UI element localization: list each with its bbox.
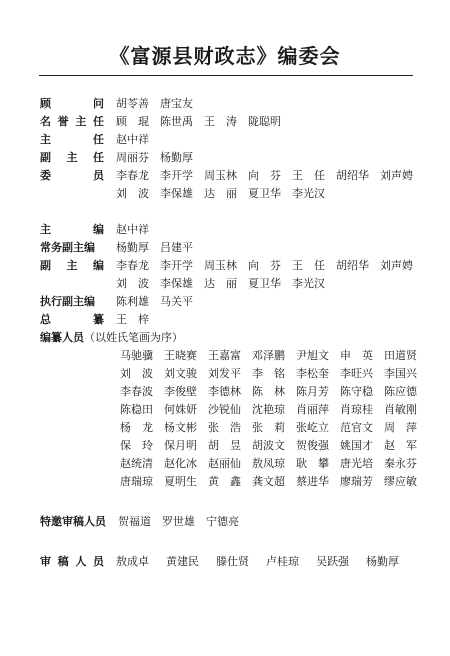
special-reviewers-names	[118, 513, 250, 531]
role-label-char: 编	[93, 223, 104, 236]
person-name: 赵中祥	[116, 223, 149, 236]
person-name: 张 浩	[208, 421, 241, 434]
title-divider	[39, 75, 413, 76]
role-names	[116, 185, 336, 203]
committee-section	[40, 95, 440, 203]
role-label	[40, 311, 104, 329]
role-names	[116, 257, 424, 275]
compilers-row	[40, 437, 440, 455]
person-name: 黄建民	[166, 555, 199, 568]
role-names	[116, 239, 204, 257]
role-label-char: 纂	[93, 313, 104, 326]
person-name: 周丽芬	[116, 151, 149, 164]
person-name: 贺俊强	[296, 439, 329, 452]
reviewers-row	[40, 553, 440, 571]
role-label	[40, 149, 104, 167]
person-name: 沈艳琼	[252, 403, 285, 416]
role-names	[116, 275, 336, 293]
reviewers-label	[40, 553, 104, 571]
person-name: 杨 龙	[120, 421, 153, 434]
person-name: 王 梓	[116, 313, 149, 326]
role-label-char: 审	[40, 555, 51, 568]
section-gap	[40, 203, 440, 221]
person-name: 胡绍华	[336, 259, 369, 272]
person-name: 胡 昱	[208, 439, 241, 452]
person-name: 周 萍	[384, 421, 417, 434]
special-reviewers-label: 特邀审稿人员	[40, 515, 106, 528]
person-name: 秦永芬	[384, 457, 417, 470]
section-gap	[40, 531, 440, 553]
person-name: 胡波文	[252, 439, 285, 452]
role-label-char: 主	[66, 259, 78, 272]
role-label-char: 主	[40, 223, 51, 236]
compilers-names	[120, 383, 428, 401]
compilers-label: 编纂人员	[40, 331, 84, 344]
person-name: 夏明生	[164, 475, 197, 488]
person-name: 卢桂琼	[266, 555, 299, 568]
person-name: 向 芬	[248, 169, 281, 182]
person-name: 陈稳田	[120, 403, 153, 416]
person-name: 申 英	[340, 349, 373, 362]
person-name: 李春波	[120, 385, 153, 398]
person-name: 田道贤	[384, 349, 417, 362]
role-label-char: 员	[93, 169, 104, 182]
person-name: 刘 波	[116, 187, 149, 200]
compilers-row	[40, 455, 440, 473]
person-name: 赵 军	[384, 439, 417, 452]
role-names	[116, 149, 204, 167]
role-label	[40, 239, 95, 257]
person-name: 刘文骏	[164, 367, 197, 380]
role-label-char: 任	[93, 133, 104, 146]
person-name: 王 涛	[204, 115, 237, 128]
role-names	[116, 221, 160, 239]
person-name: 罗世雄	[162, 515, 195, 528]
person-name: 敖成卓	[116, 555, 149, 568]
person-name: 何姝妍	[164, 403, 197, 416]
person-name: 李开学	[160, 259, 193, 272]
role-label	[40, 221, 104, 239]
compilers-list	[40, 347, 440, 491]
person-name: 邓泽鹏	[252, 349, 285, 362]
role-label-char: 执行副主编	[40, 295, 95, 308]
compilers-names	[120, 455, 428, 473]
person-name: 马关平	[160, 295, 193, 308]
role-label	[40, 293, 95, 311]
person-name: 陈 林	[252, 385, 285, 398]
person-name: 夏卫华	[248, 277, 281, 290]
role-row	[40, 293, 440, 311]
role-label-char: 副	[40, 259, 51, 272]
page-title: 《富源县财政志》编委会	[109, 44, 341, 68]
person-name: 陈月芳	[296, 385, 329, 398]
person-name: 陈应德	[384, 385, 417, 398]
role-row	[40, 221, 440, 239]
role-label-char: 顾	[40, 97, 51, 110]
person-name: 唐光培	[340, 457, 373, 470]
person-name: 刘发平	[208, 367, 241, 380]
person-name: 吕建平	[160, 241, 193, 254]
person-name: 尹旭文	[296, 349, 329, 362]
person-name: 陈世禹	[160, 115, 193, 128]
person-name: 肖敏刚	[384, 403, 417, 416]
role-row	[40, 113, 440, 131]
person-name: 缪应敏	[384, 475, 417, 488]
role-label	[40, 167, 104, 185]
role-label-char: 总	[40, 313, 51, 326]
person-name: 李松奎	[296, 367, 329, 380]
person-name: 张屹立	[296, 421, 329, 434]
person-name: 蔡进华	[296, 475, 329, 488]
person-name: 马驰骥	[120, 349, 153, 362]
role-row	[40, 131, 440, 149]
person-name: 李春龙	[116, 259, 149, 272]
person-name: 沙锐仙	[208, 403, 241, 416]
compilers-row	[40, 365, 440, 383]
role-label	[40, 257, 104, 275]
role-row	[40, 149, 440, 167]
role-label-char: 主	[66, 151, 78, 164]
role-label-char: 副	[40, 151, 51, 164]
person-name: 唐瑞琼	[120, 475, 153, 488]
person-name: 胡苓善	[116, 97, 149, 110]
person-name: 陈守稳	[340, 385, 373, 398]
person-name: 杨勤厚	[116, 241, 149, 254]
person-name: 赵化冰	[164, 457, 197, 470]
compilers-note: （以姓氏笔画为序）	[84, 331, 183, 344]
compilers-row	[40, 419, 440, 437]
role-label-char: 主	[75, 115, 87, 128]
person-name: 刘声娉	[380, 169, 413, 182]
person-name: 范官文	[340, 421, 373, 434]
role-label-char: 誉	[57, 115, 69, 128]
compilers-row	[40, 347, 440, 365]
person-name: 耿 攀	[296, 457, 329, 470]
person-name: 李保雄	[160, 277, 193, 290]
person-name: 廖瑞芳	[340, 475, 373, 488]
person-name: 黄 鑫	[208, 475, 241, 488]
person-name: 唐宝友	[160, 97, 193, 110]
person-name: 肖丽萍	[296, 403, 329, 416]
person-name: 周玉林	[204, 259, 237, 272]
role-label-char: 员	[92, 555, 104, 568]
role-names	[116, 167, 424, 185]
person-name: 刘 波	[120, 367, 153, 380]
person-name: 李国兴	[384, 367, 417, 380]
role-label	[40, 131, 104, 149]
person-name: 杨文彬	[164, 421, 197, 434]
role-label-char: 名	[40, 115, 51, 128]
editorial-section	[40, 221, 440, 329]
person-name: 龚文超	[252, 475, 285, 488]
role-label	[40, 95, 104, 113]
person-name: 杨勤厚	[160, 151, 193, 164]
role-row	[40, 275, 440, 293]
person-name: 敖凤琼	[252, 457, 285, 470]
person-name: 李春龙	[116, 169, 149, 182]
person-name: 李 铭	[252, 367, 285, 380]
person-name: 吴跃强	[316, 555, 349, 568]
reviewers-names	[116, 553, 416, 571]
person-name: 王 任	[292, 259, 325, 272]
person-name: 李光汉	[292, 277, 325, 290]
compilers-names	[120, 347, 428, 365]
role-label-char: 委	[40, 169, 51, 182]
person-name: 宁德亮	[206, 515, 239, 528]
person-name: 贺福道	[118, 515, 151, 528]
compilers-names	[120, 419, 428, 437]
person-name: 周玉林	[204, 169, 237, 182]
compilers-heading-row	[40, 329, 440, 347]
person-name: 赵中祥	[116, 133, 149, 146]
person-name: 李开学	[160, 169, 193, 182]
role-names	[116, 311, 160, 329]
person-name: 保 玲	[120, 439, 153, 452]
role-label	[40, 113, 104, 131]
person-name: 刘 波	[116, 277, 149, 290]
section-gap	[40, 491, 440, 513]
role-names	[116, 95, 204, 113]
compilers-row	[40, 473, 440, 491]
role-label-char: 稿	[57, 555, 69, 568]
person-name: 姚国才	[340, 439, 373, 452]
compilers-row	[40, 383, 440, 401]
role-label-char: 人	[75, 555, 87, 568]
role-names	[116, 131, 160, 149]
person-name: 达 丽	[204, 187, 237, 200]
person-name: 向 芬	[248, 259, 281, 272]
person-name: 杨勤厚	[366, 555, 399, 568]
compilers-names	[120, 401, 428, 419]
role-row	[40, 239, 440, 257]
role-label-char: 任	[92, 115, 104, 128]
role-names	[116, 293, 204, 311]
compilers-names	[120, 437, 428, 455]
person-name: 滕仕贤	[216, 555, 249, 568]
role-row	[40, 95, 440, 113]
role-row	[40, 167, 440, 185]
person-name: 李保雄	[160, 187, 193, 200]
person-name: 王嘉富	[208, 349, 241, 362]
person-name: 顾 琨	[116, 115, 149, 128]
person-name: 赵丽仙	[208, 457, 241, 470]
role-label-char: 任	[93, 151, 104, 164]
roster	[40, 95, 440, 571]
person-name: 王晓赛	[164, 349, 197, 362]
person-name: 陈利雄	[116, 295, 149, 308]
person-name: 胡绍华	[336, 169, 369, 182]
person-name: 达 丽	[204, 277, 237, 290]
person-name: 肖琼桂	[340, 403, 373, 416]
person-name: 李旺兴	[340, 367, 373, 380]
person-name: 李俊壁	[164, 385, 197, 398]
person-name: 王 任	[292, 169, 325, 182]
role-label-char: 编	[93, 259, 104, 272]
person-name: 陇聪明	[248, 115, 281, 128]
person-name: 刘声娉	[380, 259, 413, 272]
person-name: 保月明	[164, 439, 197, 452]
person-name: 李德林	[208, 385, 241, 398]
role-label-char: 问	[93, 97, 104, 110]
role-label-char: 主	[40, 133, 51, 146]
role-row	[40, 185, 440, 203]
role-row	[40, 311, 440, 329]
compilers-names	[120, 365, 428, 383]
special-reviewers-row	[40, 513, 440, 531]
role-names	[116, 113, 292, 131]
person-name: 张 莉	[252, 421, 285, 434]
role-label-char: 常务副主编	[40, 241, 95, 254]
role-row	[40, 257, 440, 275]
compilers-row	[40, 401, 440, 419]
compilers-names	[120, 473, 428, 491]
person-name: 李光汉	[292, 187, 325, 200]
person-name: 夏卫华	[248, 187, 281, 200]
person-name: 赵统清	[120, 457, 153, 470]
